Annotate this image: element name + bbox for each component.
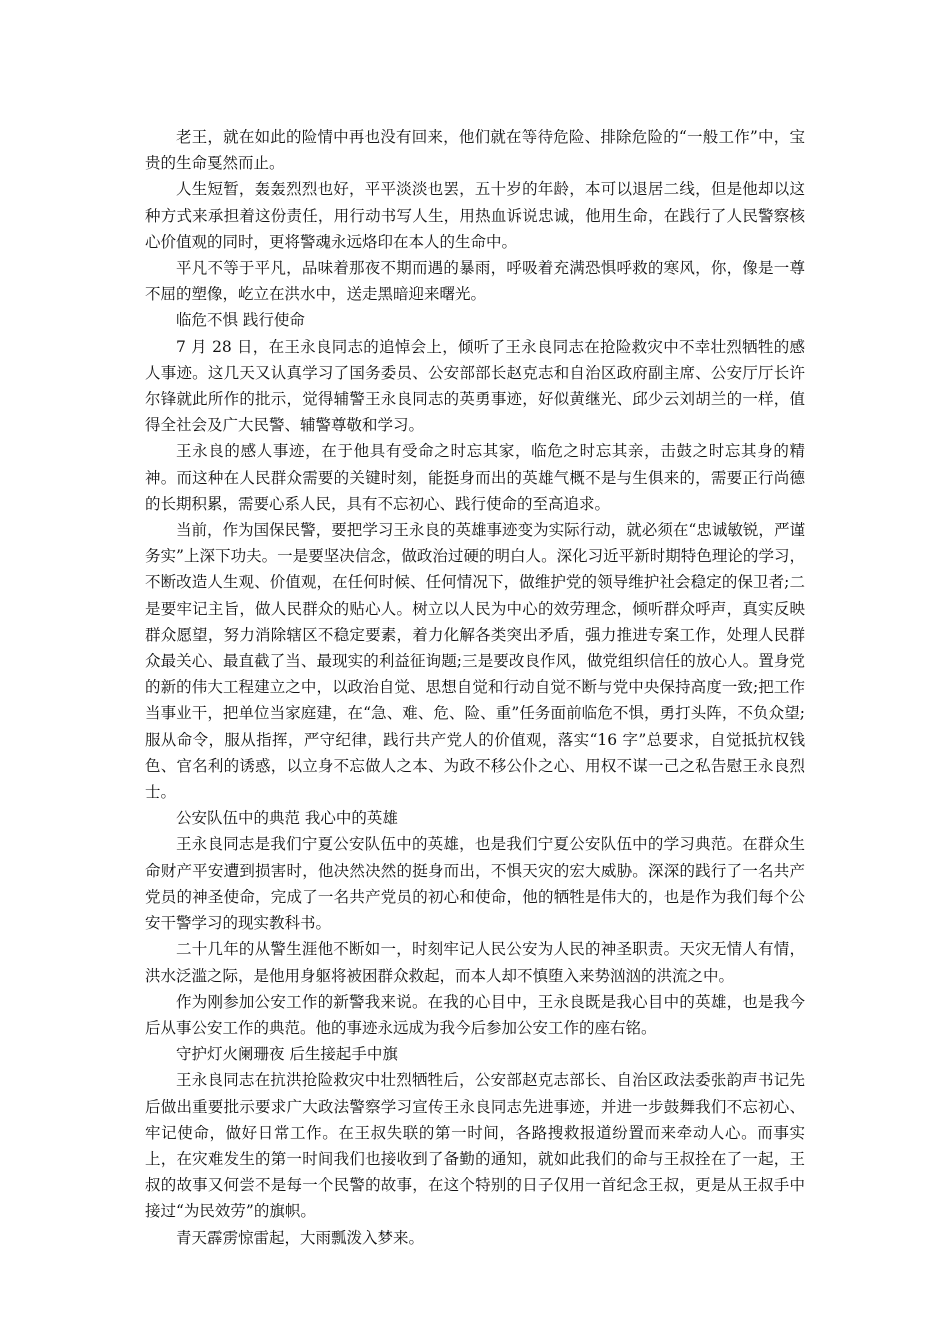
paragraph: 二十几年的从警生涯他不断如一，时刻牢记人民公安为人民的神圣职责。天灾无情人有情，洪水泛滥之际，是他用身躯将被困群众救起，而本人却不慎堕入来势汹汹的洪流之中。 — [145, 940, 805, 985]
paragraph: 当前，作为国保民警，要把学习王永良的英雄事迹变为实际行动，就必须在“忠诚敏锐，严谨务实”上深下功夫。一是要坚决信念，做政治过硬的明白人。深化习近平新时期特色理论的学习，不断改造人生观、价值观，在任何时候、任何情况下，做维护党的领导维护社会稳定的保卫者;二是要牢记主旨，做人民群众的贴心人。树立以人民为中心的效劳理念，倾听群众呼声，真实反映群众愿望，努力消除辖区不稳定要素，着力化解各类突出矛盾，强力推进专案工作，处理人民群众最关心、最直截了当、最现实的利益征询题;三是要改良作风，做党组织信任的放心人。置身党的新的伟大工程建立之中，以政治自觉、思想自觉和行动自觉不断与党中央保持高度一致;把工作当事业干，把单位当家庭建，在“急、难、危、险、重”任务面前临危不惧，勇打头阵，不负众望;服从命令，服从指挥，严守纪律，践行共产党人的价值观，落实“16 字”总要求，自觉抵抗权钱色、官名利的诱惑，以立身不忘做人之本、为政不移公仆之心、用权不谋一己之私告慰王永良烈士。 — [145, 521, 805, 802]
paragraph: 人生短暂，轰轰烈烈也好，平平淡淡也罢，五十岁的年龄，本可以退居二线，但是他却以这种方式来承担着这份责任，用行动书写人生，用热血诉说忠诚，他用生命，在践行了人民警察核心价值观的同时，更将警魂永远烙印在本人的生命中。 — [145, 180, 805, 251]
paragraph: 王永良同志是我们宁夏公安队伍中的英雄，也是我们宁夏公安队伍中的学习典范。在群众生命财产平安遭到损害时，他决然决然的挺身而出，不惧天灾的宏大威胁。深深的践行了一名共产党员的神圣使命，完成了一名共产党员的初心和使命，他的牺牲是伟大的，也是作为我们每个公安干警学习的现实教科书。 — [145, 835, 805, 933]
section-heading: 公安队伍中的典范 我心中的英雄 — [176, 809, 398, 828]
paragraph: 平凡不等于平凡，品味着那夜不期而遇的暴雨，呼吸着充满恐惧呼救的寒风，你，像是一尊不屈的塑像，屹立在洪水中，送走黑暗迎来曙光。 — [145, 259, 805, 304]
paragraph: 王永良的感人事迹，在于他具有受命之时忘其家，临危之时忘其亲，击鼓之时忘其身的精神。而这种在人民群众需要的关键时刻，能挺身而出的英雄气概不是与生俱来的，需要正行尚德的长期积累，需要心系人民，具有不忘初心、践行使命的至高追求。 — [145, 442, 805, 513]
paragraph: 王永良同志在抗洪抢险救灾中壮烈牺牲后，公安部赵克志部长、自治区政法委张韵声书记先后做出重要批示要求广大政法警察学习宣传王永良同志先进事迹，并进一步鼓舞我们不忘初心、牢记使命，做好日常工作。在王叔失联的第一时间，各路搜救报道纷置而来牵动人心。而事实上，在灾难发生的第一时间我们也接收到了备勤的通知，就如此我们的命与王叔拴在了一起，王叔的故事又何尝不是每一个民警的故事，在这个特别的日子仅用一首纪念王叔，更是从王叔手中接过“为民效劳”的旗帜。 — [145, 1071, 805, 1221]
section-heading: 临危不惧 践行使命 — [176, 311, 305, 330]
paragraph: 青天霹雳惊雷起，大雨瓢泼入梦来。 — [176, 1228, 425, 1247]
paragraph: 作为刚参加公安工作的新警我来说。在我的心目中，王永良既是我心目中的英雄，也是我今后从事公安工作的典范。他的事迹永远成为我今后参加公安工作的座右铭。 — [145, 992, 805, 1037]
document-body — [145, 124, 805, 1251]
paragraph: 7 月 28 日，在王永良同志的追悼会上，倾听了王永良同志在抢险救灾中不幸壮烈牺牲的感人事迹。这几天又认真学习了国务委员、公安部部长赵克志和自治区政府副主席、公安厅厅长许尔锋就此所作的批示，觉得辅警王永良同志的英勇事迹，好似黄继光、邱少云刘胡兰的一样，值得全社会及广大民警、辅警尊敬和学习。 — [145, 337, 805, 435]
section-heading: 守护灯火阑珊夜 后生接起手中旗 — [176, 1045, 398, 1064]
paragraph: 老王，就在如此的险情中再也没有回来，他们就在等待危险、排除危险的“一般工作”中，宝贵的生命戛然而止。 — [145, 128, 805, 173]
